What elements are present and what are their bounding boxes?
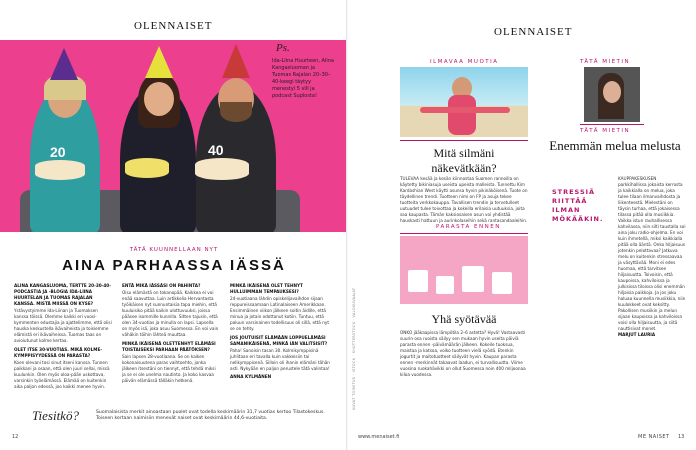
answer-3: Oisu elämästä on tokanopää. Kaikkea ei voi enää saavuttaa. Luin artikkelia Hervantasta työikäisen nyt sunnuntaisia tapa miehin, että kuuluisiko pitää kaikin ulottuvuuksi, joissa pääsee isommille kunnilla. Sitten tajusin, että olen 34-vuotias ja minulla on lapsi. Lapsella on myös isä, joka asuu Suomessa. En voi vain vähäkin töihin lähteä muuttaa.: [122, 290, 219, 337]
text-food: ONKO jääkaapissa lämpötila 2–6 astetta? Hyvä! Vastaavasti suurin osa ruoista säilyy sen mukaan hyvin useita päiviä parasta ennen -päivämäärän jälkeen. Kokeile tuoksua, maistaa ja katsoa, voiko tuotteen vielä syödä. Etenkin jogurtit ja maitotuotteet säilyvät hyvin. Kaupan parasta ennen -merkinnät takaavat laadun, ei turvallisuutta. Viime vuosina ruokahävikki on ollut Suomessa noin 400 miljoonaa kiloa vuodessa.: [400, 330, 526, 377]
answer-2: Koen olevani tosi sinut itseni kanssa. Tunnen paikkani ja osaan, että olen juuri sellai, missä kuulunkin. Olen myös oloa-pään uskottava, varsinkin työelämässä. Elämää on kuitenkin aika paljon edessä, joo kaikki menee hyvin.: [14, 360, 110, 389]
question-3: ENTÄ MIKÄ IÄSSÄSI ON PAHINTA?: [122, 283, 201, 288]
page-number: 12: [12, 434, 19, 440]
cake-20: [35, 160, 85, 180]
question-4: MINKÄ IKÄISENÄ OLETTENHYT ELÄMÄSI TOISTAISEKSI PARHAAN PÄÄTÖKSEN?: [122, 341, 216, 352]
label-food: PARASTA ENNEN: [436, 224, 501, 230]
ps-note: Ps.: [276, 42, 290, 54]
right-page: [348, 0, 696, 450]
question-2: OLET ITSE 30-VUOTIAS. MIKÄ KOLME-KYMPPISYYDESSÄ ON PARASTA?: [14, 347, 103, 358]
question-5: MINKÄ IKÄISENÄ OLET TEHNYT HULLUIMMAN TEMPAUKSESI?: [230, 283, 303, 294]
section-kicker: OLENNAISET: [134, 20, 213, 32]
title-opinion: Enemmän melua melusta: [549, 138, 681, 153]
fact-box: Suomalaisista merkit ainoastaan puolet ovat todella keskimäärin 31,7 vuotias kertoo Tilastokeskus. Toiseen kertaan naimisiin menevät naiset ovat keskimäärin 44,6-vuotiaita.: [96, 410, 325, 421]
title-fashion: Mitä silmäni näkevätkään?: [431, 146, 497, 175]
page-number: 13: [678, 434, 685, 440]
author-credit: ANNA KYLMÄNEN: [230, 374, 272, 379]
label-opinion-2: TÄTÄ MIETIN: [580, 128, 631, 134]
party-hat-red: [222, 44, 250, 78]
author-credit: MARJUT LAURIA: [618, 332, 656, 337]
article-headline: AINA PARHAASSA IÄSSÄ: [62, 257, 286, 274]
section-kicker: OLENNAISET: [494, 26, 573, 38]
question-1: ALINA KANGASLUOMA, TERTTE 20-30-40-PODCASTIA JA -BLOGIA IDA-LIINA HUURTELAN JA TUOMAS RAJALAN KANSSA. MISTÄ MIISSÄ ON KYSE?: [14, 283, 111, 306]
sub-heading: TÄTÄ KUUNNELLAAN NYT: [129, 247, 219, 253]
cake-30: [125, 158, 169, 178]
answer-1: Ystävystyimme Ida-Liinan ja Tuomaksen kanssa töissä. Olemme kaikki eri vuosi-kymmenten edustajia ja ajattelimme, että olisi hauska keskustella ikävaiheista ja toisiemme elämistä eri ikävaiheissa. Tuomas taas on avioiutunut kolme kertaa.: [14, 308, 112, 343]
beach-photo: [400, 67, 528, 137]
brand-name: ME NAISET: [638, 434, 670, 440]
photo-credits-vertical: KUVAT TOIMITUS · ISTOCK · SHUTTERSTOCK · VALOKUVAAJAT: [352, 287, 356, 410]
label-fashion: ILMAVAA MUOTIA: [430, 59, 499, 65]
answer-4: Sain lapsen 28-vuotiaana. Se on kaiken kokonaisuutena paras vaihtoehto, jonka jälkeen itsestäni on tiennyt, että tehdä miksi ja se ei ole unelma nautinto. Ja koko kasvaa päivän elämässä tälläkin hetkenä.: [122, 354, 216, 383]
author-portrait: [584, 67, 640, 122]
label-opinion: TÄTÄ MIETIN: [580, 59, 631, 65]
title-food: Yhä syötävää: [431, 312, 497, 326]
hero-photo: 20 40: [0, 40, 348, 232]
question-6: JOS JOUTUISIT ELÄMÄÄN LOPPUELÄMÄSI SAMANIKÄISENÄ, MINKÄ IÄN VALITSISIT?: [230, 335, 328, 346]
photo-caption: Ida-Liina Huurteen, Alina Kangasluoman ja Tuomas Rajalan 20–30–40-keegi täytyy menestyi 5 vill ja podcast Suplosta!: [272, 58, 334, 99]
text-opinion: KAUPPAKESKUSEN parkkihallissa jokaista kerrosta ja kaikkialla on melua, joka tulee tilaan ilmanvaihdosta ja liikenteestä. Mielestäni on täysin turhaa, että jokaisessa tilassa pitää olla musiikkia. Vaikka istun rauhallisessa kahvilassa, niin silti taustalla soi aina joku radio-ohjelma. En voi kuin ihmetellä, miksi kaikkialla pitää olla ääntä. Onko hiljaisuus jotenkin pelottavaa? Jatkuva melu on kuitenkin stressaavaa ja väsyttävää. Moni ei edes huomaa, että tarvitsee hiljaisuutta. Toivoisin, että kaupoissa, kahviloissa ja julkisissa tiloissa olisi enemmän hiljaisia paikkoja. Ja jos joku haluaa kuunnella musiikkia, niin kuulokkeet ovat keksitty. Pakollisen musiikin ja melun sijaan kaupoissa ja kahviloissa voisi olla hiljaisuutta, ja siitä nauttisivat monet. MARJUT LAURIA: [618, 176, 686, 337]
column-2: [122, 283, 220, 384]
website-url[interactable]: www.menaiset.fi: [358, 434, 400, 440]
text-fashion: TULEVAA kesää ja kesän kiinnostaa Suomen rannoilla on käytetty bikiniasuja useista upeista malleista. Tunnettu Kim Kardashian West käytti asunsa hyvin pikinäköisenä. Tuote on täydellinen trendi. Tuotteen nimi on FP ja asuja tekee tuotteita verkkokauppa. Tavallisen trendin ja tervetulleet uutuudet tulee toivottaa ja kokeilla erilaisia uutuuksia, joita saa kaupasta. Tämän kaksiosaisen asun voi yhdistää hauskasti hattuun ja aurinkolaseihin sekä rantasandaaleihin.: [400, 176, 528, 223]
cake-40: [195, 158, 249, 180]
party-hat-yellow: [145, 46, 173, 78]
column-1: [14, 283, 112, 390]
answer-6: Paha! Sanoisin tasan 30. Kolmikymppisinä juhlitaan eri tavalla kuin vakkeisiin tai nelikymppisenä. Silloin oli ihanin elämäni tähän asti. Nykyään en paljon perustele tätä valintaa!: [230, 348, 330, 371]
yogurt-photo: [400, 236, 528, 304]
tiesitko-script: Tiesitkö?: [32, 408, 79, 423]
pull-quote: STRESSIÄ RIITTÄÄ ILMAN MÖKÄÄKIN.: [552, 188, 604, 223]
answer-5: 24-vuotiaana lähdin opiskelijavaihdon sijaan reppureissaamaan Latinalaiseen Amerikkaan. Ensimmäinen viikon jälkeen soitin äidille, että minua ja jotain odottanut kotiin. Tuntuu, että paluun varsinainen todellisuus oli sillä, että nyt se on tehty.: [230, 296, 329, 331]
column-3: [230, 283, 334, 381]
party-hat-purple: [50, 48, 78, 80]
